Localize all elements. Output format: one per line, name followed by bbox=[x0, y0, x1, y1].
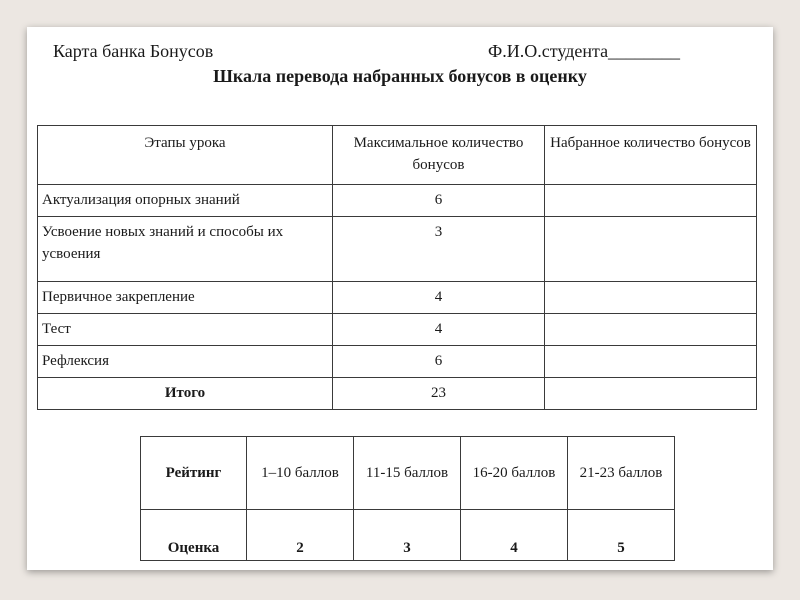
rating-range-cell: 11-15 баллов bbox=[354, 437, 461, 510]
table-header-row bbox=[38, 126, 757, 185]
max-bonus-cell: 6 bbox=[333, 185, 545, 217]
total-earned-bonus bbox=[545, 378, 757, 410]
earned-bonus-cell bbox=[545, 346, 757, 378]
column-header-max-bonuses: Максимальное количество бонусов bbox=[333, 126, 545, 185]
stage-cell: Рефлексия bbox=[38, 346, 333, 378]
grade-cell: 4 bbox=[461, 510, 568, 561]
table-row bbox=[38, 346, 757, 378]
rating-label: Рейтинг bbox=[141, 437, 247, 510]
grade-cell: 3 bbox=[354, 510, 461, 561]
max-bonus-cell: 4 bbox=[333, 314, 545, 346]
earned-bonus-cell bbox=[545, 217, 757, 282]
table-row bbox=[38, 282, 757, 314]
column-header-stages: Этапы урока bbox=[38, 126, 333, 185]
earned-bonus-cell bbox=[545, 314, 757, 346]
stage-cell: Первичное закрепление bbox=[38, 282, 333, 314]
rating-row bbox=[141, 437, 675, 510]
max-bonus-cell: 6 bbox=[333, 346, 545, 378]
bonus-table bbox=[37, 125, 757, 410]
rating-range-cell: 21-23 баллов bbox=[568, 437, 675, 510]
table-row bbox=[38, 217, 757, 282]
rating-table bbox=[140, 436, 675, 561]
column-header-earned-bonuses: Набранное количество бонусов bbox=[545, 126, 757, 185]
max-bonus-cell: 4 bbox=[333, 282, 545, 314]
table-row bbox=[38, 314, 757, 346]
grade-cell: 2 bbox=[247, 510, 354, 561]
page-title: Шкала перевода набранных бонусов в оценку bbox=[213, 66, 587, 86]
stage-cell: Актуализация опорных знаний bbox=[38, 185, 333, 217]
grade-cell: 5 bbox=[568, 510, 675, 561]
max-bonus-cell: 3 bbox=[333, 217, 545, 282]
stage-cell: Усвоение новых знаний и способы их усвоения bbox=[38, 217, 333, 282]
stage-cell: Тест bbox=[38, 314, 333, 346]
slide bbox=[27, 27, 773, 570]
earned-bonus-cell bbox=[545, 282, 757, 314]
grade-row bbox=[141, 510, 675, 561]
table-row bbox=[38, 185, 757, 217]
total-max-bonus: 23 bbox=[333, 378, 545, 410]
card-title: Карта банка Бонусов bbox=[53, 41, 214, 61]
rating-range-cell: 16-20 баллов bbox=[461, 437, 568, 510]
student-name-field: Ф.И.О.студента________ bbox=[488, 41, 681, 61]
rating-range-cell: 1–10 баллов bbox=[247, 437, 354, 510]
grade-label: Оценка bbox=[141, 510, 247, 561]
earned-bonus-cell bbox=[545, 185, 757, 217]
total-label: Итого bbox=[38, 378, 333, 410]
total-row bbox=[38, 378, 757, 410]
